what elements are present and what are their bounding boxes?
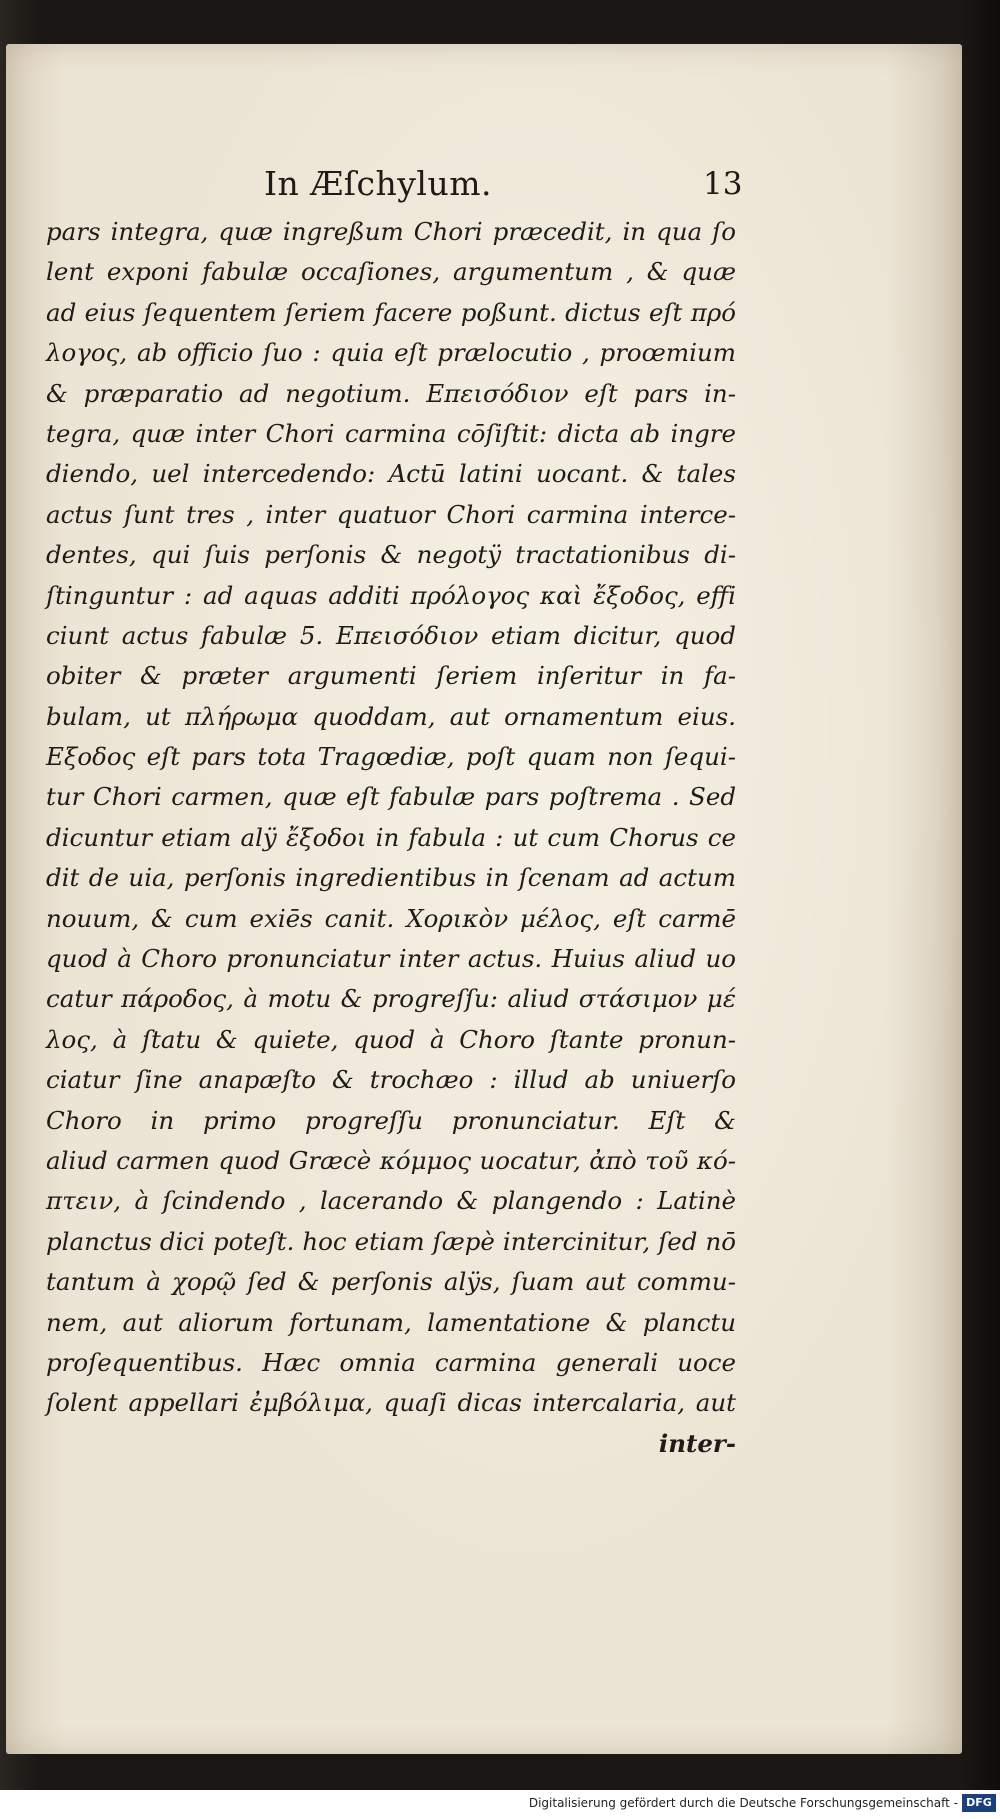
text-line: actus ſunt tres , inter quatuor Chori carmina interce- — [46, 499, 736, 529]
text-line: catur πάροδος, à motu & progreſſu: aliud στάσιμον μέ — [46, 984, 736, 1014]
text-line: dicuntur etiam alÿ ἔξοδοι in fabula : ut cum Chorus ce — [46, 822, 736, 852]
text-line: nem, aut aliorum fortunam, lamentatione & planctu — [46, 1307, 736, 1337]
page-number: 13 — [703, 166, 743, 202]
text-line: bulam, ut πλήρωμα quoddam, aut ornamentum eius. — [46, 701, 736, 731]
text-line: ad eius ſequentem ſeriem facere poßunt. dictus eſt πρό — [46, 297, 736, 327]
catchword: inter- — [658, 1428, 736, 1458]
text-line: Choro in primo progreſſu pronunciatur. Eſt & — [46, 1105, 736, 1135]
text-line: λος, à ſtatu & quiete, quod à Choro ſtante pronun- — [46, 1024, 736, 1054]
text-line: ſtinguntur : ad aquas additi πρόλογος καὶ ἔξοδος, effi — [46, 580, 736, 610]
funding-credit: Digitalisierung gefördert durch die Deutsche Forschungsgemeinschaft - — [528, 1796, 958, 1810]
text-line: pars integra, quæ ingreßum Chori præcedit, in qua ſo — [46, 217, 736, 246]
text-line: quod à Choro pronunciatur inter actus. Huius aliud uo — [46, 944, 736, 974]
text-line: & præparatio ad negotium. Επεισόδιον eſt pars in- — [46, 378, 736, 408]
dfg-logo: DFG — [962, 1794, 996, 1812]
text-line: ſolent appellari ἐμβόλιμα, quaſi dicas intercalaria, aut — [46, 1388, 736, 1418]
running-head-title: In Æſchylum. — [264, 164, 492, 203]
text-line: dentes, qui ſuis perſonis & negotÿ tractationibus di- — [46, 540, 736, 570]
text-line: ciatur ſine anapæſto & trochæo : illud ab uniuerſo — [46, 1065, 736, 1095]
text-line: tur Chori carmen, quæ eſt fabulæ pars poſtrema . Sed — [46, 782, 736, 812]
text-line: nouum, & cum exiēs canit. Χορικὸν μέλος, eſt carmē — [46, 903, 736, 933]
text-line: ciunt actus fabulæ 5. Επεισόδιον etiam dicitur, quod — [46, 620, 736, 650]
text-line: aliud carmen quod Græcè κόμμος uocatur, ἀπὸ τοῦ κό- — [46, 1145, 736, 1175]
text-line: πτειν, à ſcindendo , lacerando & plangendo : Latinè — [46, 1186, 736, 1216]
text-line: lent exponi fabulæ occaſiones, argumentum , & quæ — [46, 257, 736, 287]
text-line: tegra, quæ inter Chori carmina cōſiſtit: dicta ab ingre — [46, 418, 736, 448]
text-line: diendo, uel intercedendo: Actū latini uocant. & tales — [46, 459, 736, 489]
book-page — [6, 44, 962, 1754]
footer-bar — [0, 1790, 1000, 1819]
text-line: obiter & præter argumenti ſeriem inſeritur in fa- — [46, 661, 736, 691]
running-head — [6, 164, 962, 214]
text-line: Εξοδος eſt pars tota Tragœdiæ, poſt quam non ſequi- — [46, 742, 736, 772]
text-line: proſequentibus. Hæc omnia carmina generali uoce — [46, 1347, 736, 1377]
text-block — [46, 212, 736, 1464]
text-line: tantum à χορῷ ſed & perſonis alÿs, ſuam aut commu- — [46, 1267, 736, 1297]
text-line: λογος, ab officio ſuo : quia eſt prælocutio , proœmium — [46, 338, 736, 368]
text-line: dit de uia, perſonis ingredientibus in ſcenam ad actum — [46, 863, 736, 893]
text-line: planctus dici poteſt. hoc etiam ſæpè intercinitur, ſed nō — [46, 1226, 736, 1256]
